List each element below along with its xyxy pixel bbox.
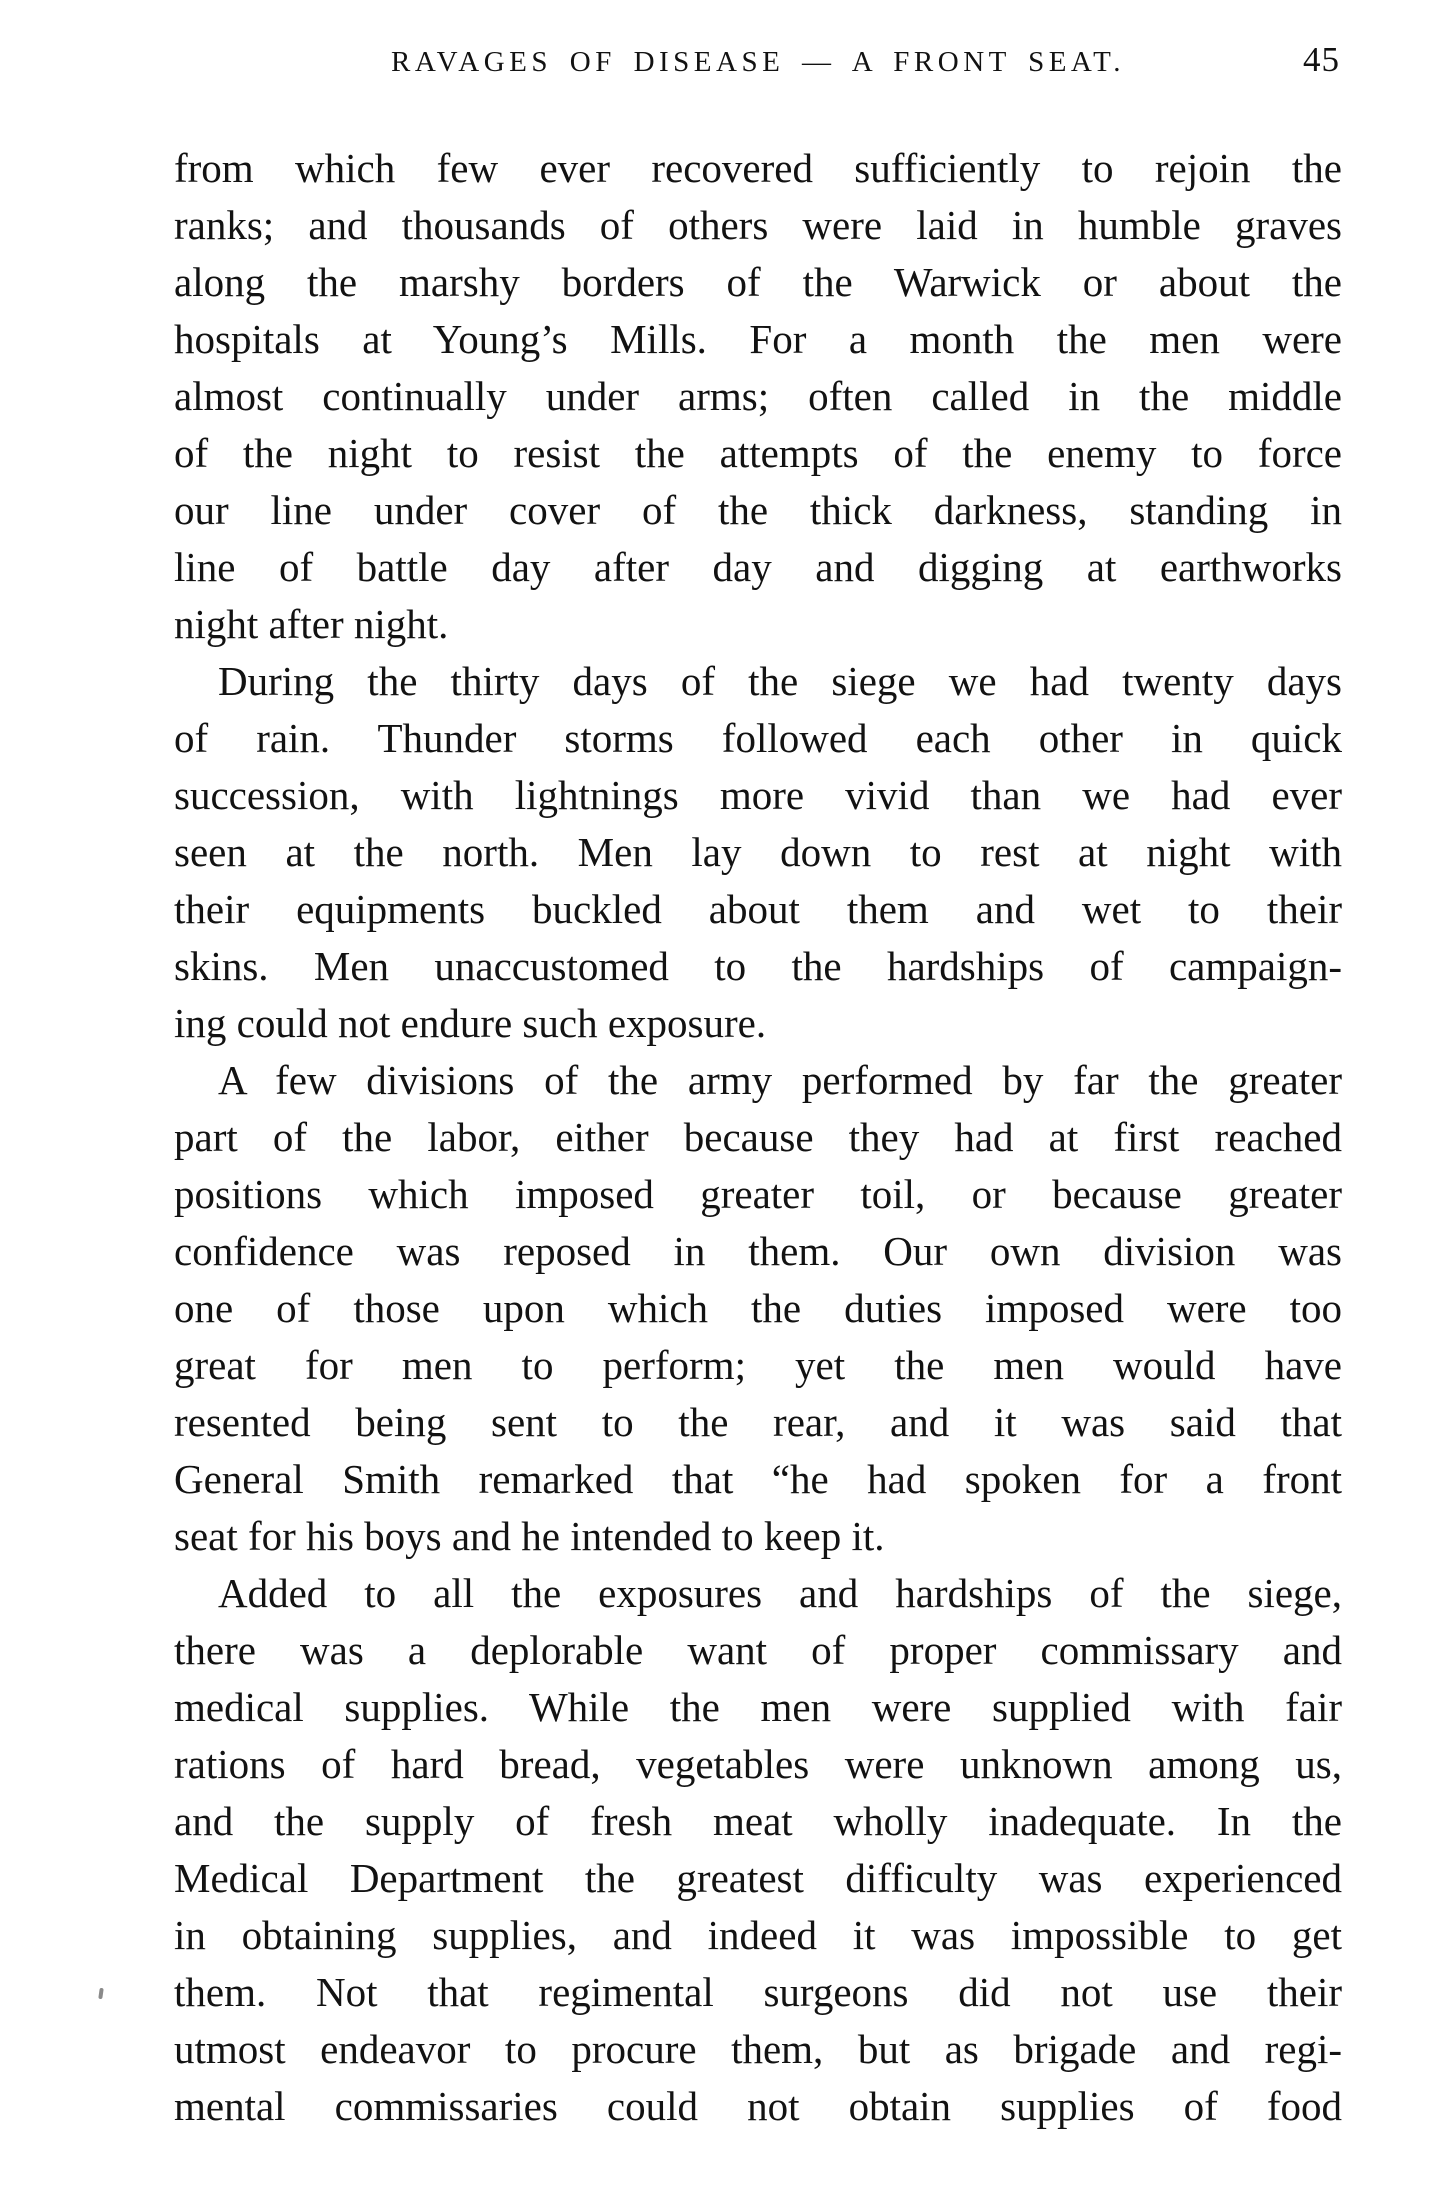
text-line: resented being sent to the rear, and it was said that	[174, 1399, 1342, 1445]
text-line: hospitals at Young’s Mills. For a month the men were	[174, 316, 1342, 362]
text-line: along the marshy borders of the Warwick or about the	[174, 259, 1342, 305]
text-line: During the thirty days of the siege we had twenty days	[218, 658, 1342, 704]
text-line: in obtaining supplies, and indeed it was impossible to get	[174, 1912, 1342, 1958]
paragraph	[174, 140, 1342, 653]
text-line: our line under cover of the thick darkness, standing in	[174, 487, 1342, 533]
page-number: 45	[1303, 40, 1340, 79]
body-text	[174, 140, 1342, 2135]
text-line: almost continually under arms; often called in the middle	[174, 373, 1342, 419]
text-line: one of those upon which the duties imposed were too	[174, 1285, 1342, 1331]
text-line: ranks; and thousands of others were laid in humble graves	[174, 202, 1342, 248]
text-line: confidence was reposed in them. Our own division was	[174, 1228, 1342, 1274]
text-line: line of battle day after day and digging at earthworks	[174, 544, 1342, 590]
text-line: utmost endeavor to procure them, but as brigade and regi-	[174, 2026, 1342, 2072]
text-line: there was a deplorable want of proper commissary and	[174, 1627, 1342, 1673]
text-line: seen at the north. Men lay down to rest at night with	[174, 829, 1342, 875]
text-line: seat for his boys and he intended to keep it.	[174, 1513, 885, 1559]
paragraph	[174, 1565, 1342, 2135]
scan-artifact	[98, 1988, 103, 1999]
paragraph	[174, 1052, 1342, 1565]
text-line: of the night to resist the attempts of the enemy to force	[174, 430, 1342, 476]
text-line: them. Not that regimental surgeons did not use their	[174, 1969, 1342, 2015]
text-line: and the supply of fresh meat wholly inadequate. In the	[174, 1798, 1342, 1844]
running-head-title: RAVAGES OF DISEASE — A FRONT SEAT.	[391, 46, 1125, 78]
text-line: their equipments buckled about them and wet to their	[174, 886, 1342, 932]
text-line: medical supplies. While the men were supplied with fair	[174, 1684, 1342, 1730]
text-line: night after night.	[174, 601, 449, 647]
text-line: part of the labor, either because they had at first reached	[174, 1114, 1342, 1160]
text-line: General Smith remarked that “he had spoken for a front	[174, 1456, 1342, 1502]
text-line: skins. Men unaccustomed to the hardships of campaign-	[174, 943, 1342, 989]
text-line: A few divisions of the army performed by far the greater	[218, 1057, 1342, 1103]
paragraph	[174, 653, 1342, 1052]
text-line: of rain. Thunder storms followed each other in quick	[174, 715, 1342, 761]
text-line: positions which imposed greater toil, or because greater	[174, 1171, 1342, 1217]
text-line: Added to all the exposures and hardships of the siege,	[218, 1570, 1342, 1616]
text-line: rations of hard bread, vegetables were unknown among us,	[174, 1741, 1342, 1787]
text-line: great for men to perform; yet the men would have	[174, 1342, 1342, 1388]
text-line: succession, with lightnings more vivid than we had ever	[174, 772, 1342, 818]
text-line: from which few ever recovered sufficiently to rejoin the	[174, 145, 1342, 191]
running-head	[174, 40, 1342, 80]
text-line: Medical Department the greatest difficulty was experienced	[174, 1855, 1342, 1901]
text-line: mental commissaries could not obtain supplies of food	[174, 2083, 1342, 2129]
text-line: ing could not endure such exposure.	[174, 1000, 767, 1046]
